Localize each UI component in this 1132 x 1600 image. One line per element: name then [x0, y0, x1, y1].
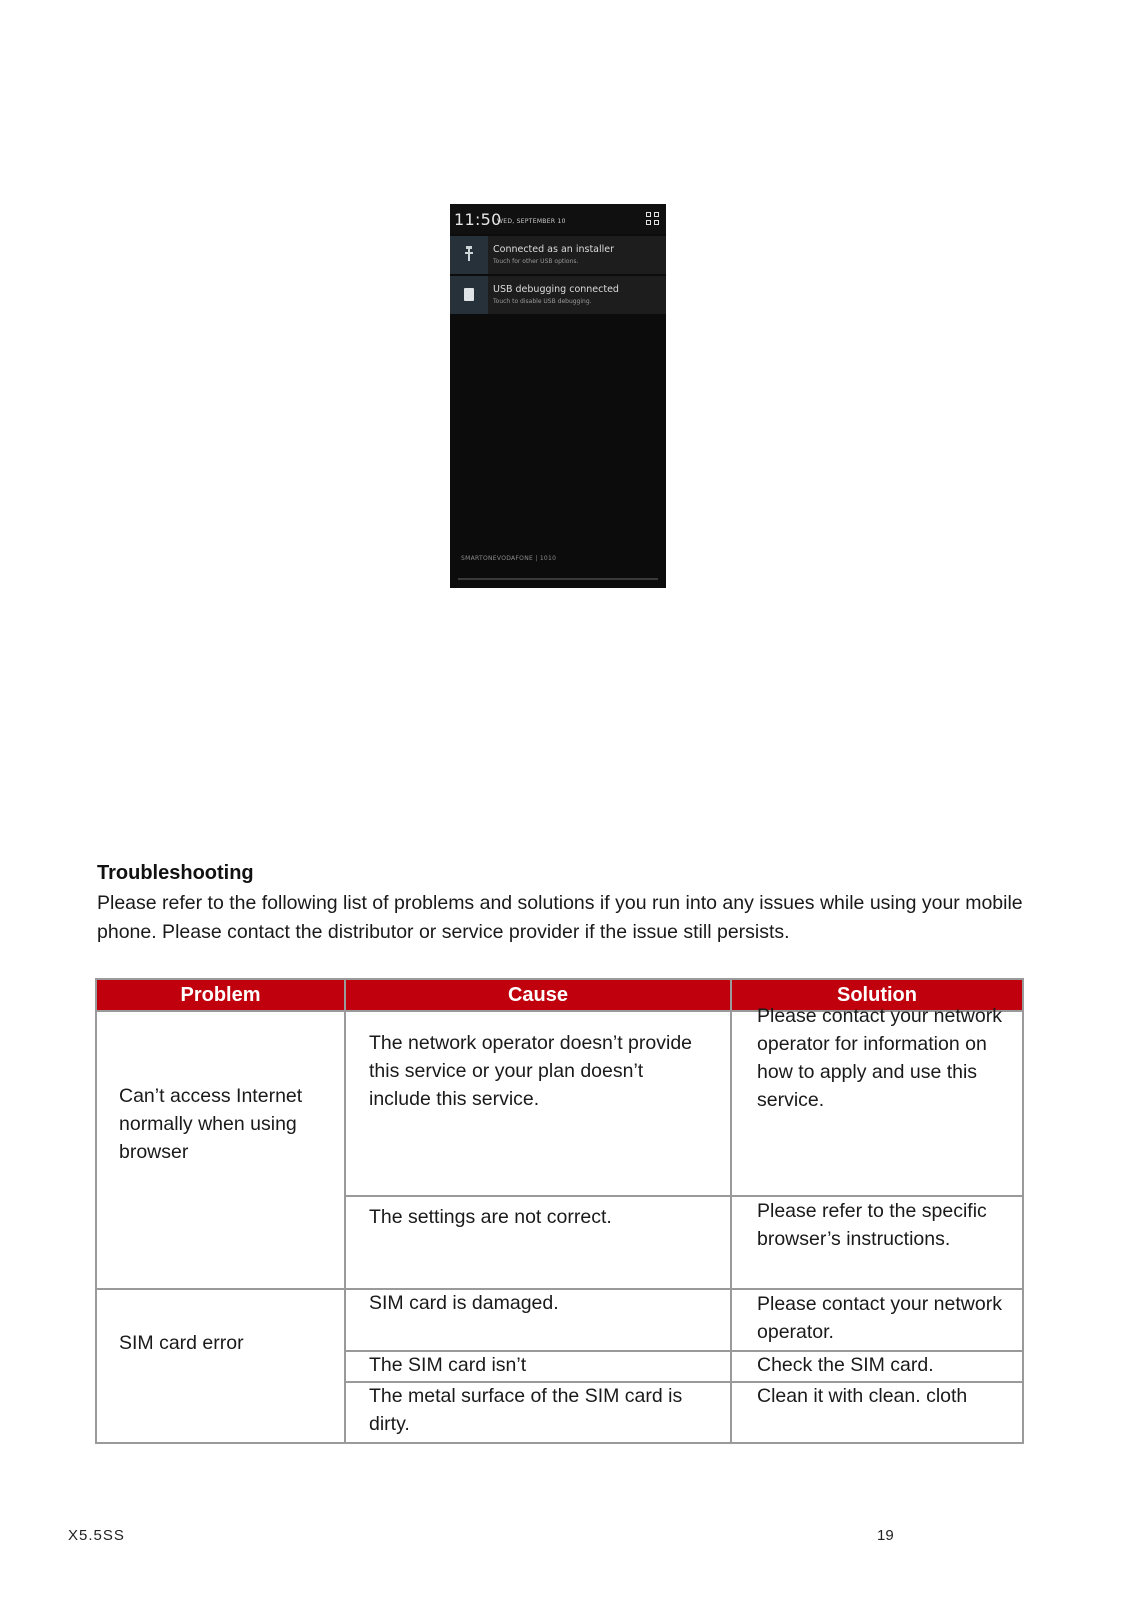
solution-cell: Please contact your network operator.: [757, 1293, 1002, 1343]
notification-usb-debugging[interactable]: [450, 276, 666, 314]
grid-icon[interactable]: [646, 212, 660, 226]
table-rule: [730, 980, 732, 1442]
debug-icon: [464, 288, 474, 301]
footer-model: X5.5SS: [68, 1527, 125, 1544]
header-solution: Solution: [732, 980, 1022, 1010]
cause-cell: The network operator doesn’t provide this service or your plan doesn’t include this service.: [369, 1032, 693, 1110]
notification-usb-installer[interactable]: [450, 236, 666, 274]
notification-subtitle: Touch to disable USB debugging.: [493, 298, 592, 305]
solution-cell: Please contact your network operator for information on how to apply and use this service.: [757, 1005, 1002, 1111]
solution-cell: Please refer to the specific browser’s instructions.: [757, 1200, 987, 1250]
solution-cell: Check the SIM card.: [757, 1354, 934, 1376]
cause-cell: The SIM card isn’t: [369, 1354, 527, 1376]
usb-icon: [465, 246, 473, 262]
cause-cell: The settings are not correct.: [369, 1206, 612, 1228]
intro-paragraph: Please refer to the following list of problems and solutions if you run into any issues while using your mobile phone. Please contact the distributor or service provider if the issue still persists.: [97, 892, 1023, 943]
header-cause: Cause: [346, 980, 730, 1010]
notification-title: USB debugging connected: [493, 284, 619, 295]
cause-cell: SIM card is damaged.: [369, 1292, 559, 1314]
phone-status-bar: [450, 204, 666, 234]
phone-date: WED, SEPTEMBER 10: [497, 218, 566, 225]
page-number: 19: [877, 1527, 894, 1544]
phone-clock: 11:50: [454, 210, 502, 229]
problem-sim-card: SIM card error: [119, 1332, 244, 1354]
cause-cell: The metal surface of the SIM card is dirty.: [369, 1385, 683, 1435]
phone-screenshot: [450, 204, 666, 588]
solution-cell: Clean it with clean. cloth: [757, 1385, 968, 1407]
carrier-label: SMARTONEVODAFONE | 1010: [461, 555, 557, 562]
section-heading: Troubleshooting: [97, 862, 254, 884]
problem-internet: Can’t access Internet normally when using browser: [119, 1085, 303, 1163]
troubleshooting-table: [95, 978, 1024, 1444]
header-problem: Problem: [97, 980, 344, 1010]
notification-title: Connected as an installer: [493, 244, 615, 255]
table-rule: [344, 980, 346, 1442]
shade-handle[interactable]: [458, 578, 658, 580]
notification-subtitle: Touch for other USB options.: [493, 258, 579, 265]
